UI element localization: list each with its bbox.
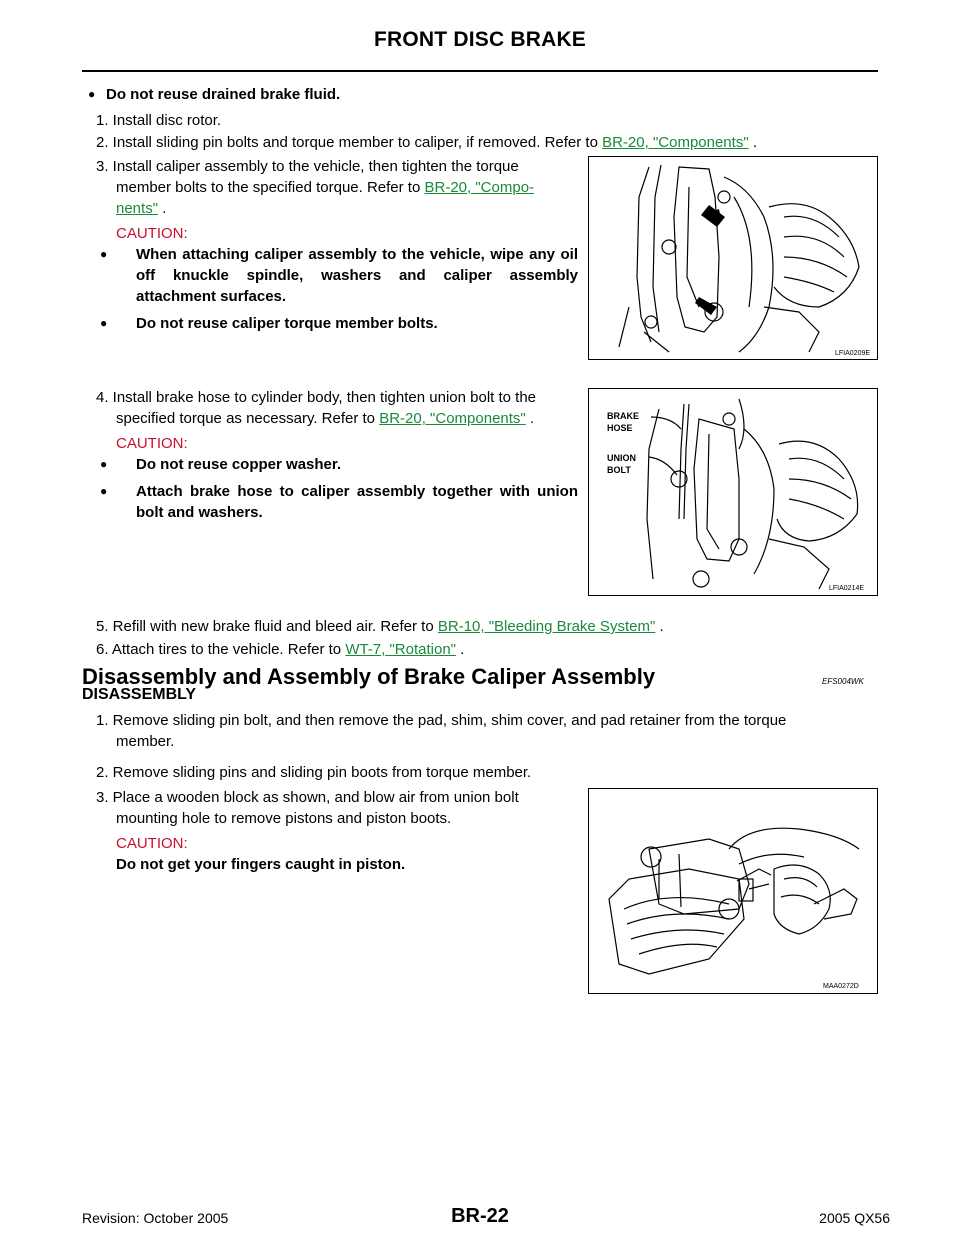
step-2-text: 2. Install sliding pin bolts and torque member to caliper, if removed. Refer to (96, 134, 598, 151)
disassembly-step-1-line2: member. (116, 733, 175, 750)
bullet-icon: ● (100, 457, 108, 471)
figure-piston-removal (588, 788, 878, 994)
figure-code: LFIA0214E (829, 585, 865, 592)
step-3-line2-text: member bolts to the specified torque. Refer to (116, 179, 421, 196)
disassembly-step-1-line1: 1. Remove sliding pin bolt, and then remove the pad, shim, shim cover, and pad retainer from the torque (96, 712, 787, 729)
disassembly-step-1 (96, 710, 878, 752)
bullet-icon: ● (88, 87, 96, 101)
label-hose: HOSE (607, 423, 633, 433)
step-4 (96, 387, 578, 523)
bullet-item (88, 84, 340, 105)
step-5 (96, 616, 664, 637)
label-bolt: BOLT (607, 465, 631, 475)
step-4-end: . (525, 410, 535, 427)
footer-revision: Revision: October 2005 (82, 1210, 229, 1226)
link-br20-compo[interactable]: BR-20, "Compo- (424, 179, 535, 196)
page-number: BR-22 (451, 1205, 509, 1227)
section-subtitle: DISASSEMBLY (82, 686, 197, 703)
step-3-end: . (158, 200, 167, 217)
caution-label: CAUTION: (116, 835, 188, 852)
caution-text: Attach brake hose to caliper assembly together with union bolt and washers. (136, 483, 578, 521)
disassembly-step-3-line2: mounting hole to remove pistons and piston boots. (116, 810, 452, 827)
label-brake: BRAKE (607, 411, 640, 421)
section-tag: EFS004WK (822, 677, 864, 686)
link-br10-bleeding[interactable]: BR-10, "Bleeding Brake System" (437, 618, 656, 635)
link-br20-components[interactable]: BR-20, "Components" (602, 134, 749, 151)
step-2-end: . (748, 134, 757, 151)
step-4-line1: 4. Install brake hose to cylinder body, then tighten union bolt to the (96, 389, 537, 406)
figure-code: MAA0272D (823, 983, 859, 990)
section-title: Disassembly and Assembly of Brake Caliper Assembly (82, 664, 656, 689)
step-4-line2-text: specified torque as necessary. Refer to (116, 410, 376, 427)
page-title: FRONT DISC BRAKE (373, 28, 587, 51)
step-5-text: 5. Refill with new brake fluid and bleed air. Refer to (96, 618, 434, 635)
step-5-end: . (655, 618, 664, 635)
disassembly-step-3 (96, 787, 578, 875)
caution-label: CAUTION: (116, 435, 188, 452)
figure-code: LFIA0209E (835, 350, 871, 357)
step-6 (96, 639, 464, 660)
link-br20-nents[interactable]: nents" (116, 200, 159, 217)
caution-text: Do not get your fingers caught in piston. (116, 856, 406, 873)
header-rule (82, 70, 878, 72)
bullet-icon: ● (100, 316, 108, 330)
caution-text: Do not reuse caliper torque member bolts. (136, 315, 438, 332)
step-1: 1. Install disc rotor. (96, 112, 222, 129)
step-3-line3 (96, 198, 578, 219)
step-2 (96, 132, 757, 153)
figure-brake-hose (588, 388, 878, 596)
caution-item (96, 244, 578, 307)
step-6-text: 6. Attach tires to the vehicle. Refer to (96, 641, 342, 658)
caliper-install-illustration (589, 157, 877, 359)
caution-text: When attaching caliper assembly to the vehicle, wipe any oil off knuckle spindle, washers and caliper assembly attachment surfaces. (136, 246, 578, 305)
step-3-line2 (96, 177, 578, 198)
caution-label: CAUTION: (116, 225, 188, 242)
step-6-end: . (456, 641, 465, 658)
caution-item (96, 454, 578, 475)
label-union: UNION (607, 453, 636, 463)
step-4-line2 (96, 408, 578, 429)
disassembly-step-2: 2. Remove sliding pins and sliding pin boots from torque member. (96, 764, 532, 781)
footer-model: 2005 QX56 (819, 1210, 890, 1226)
step-3 (96, 156, 578, 334)
bullet-icon: ● (100, 484, 108, 498)
figure-caliper-install (588, 156, 878, 360)
caution-text: Do not reuse copper washer. (136, 456, 342, 473)
caution-item (96, 481, 578, 523)
piston-removal-illustration (589, 789, 877, 993)
step-3-line1: 3. Install caliper assembly to the vehicle, then tighten the torque (96, 158, 519, 175)
brake-hose-illustration (589, 389, 877, 595)
caution-item (96, 313, 578, 334)
link-br20-components-2[interactable]: BR-20, "Components" (379, 410, 526, 427)
bullet-text: Do not reuse drained brake fluid. (106, 86, 341, 103)
disassembly-step-3-line1: 3. Place a wooden block as shown, and blow air from union bolt (96, 789, 519, 806)
link-wt7-rotation[interactable]: WT-7, "Rotation" (345, 641, 456, 658)
bullet-icon: ● (100, 247, 108, 261)
